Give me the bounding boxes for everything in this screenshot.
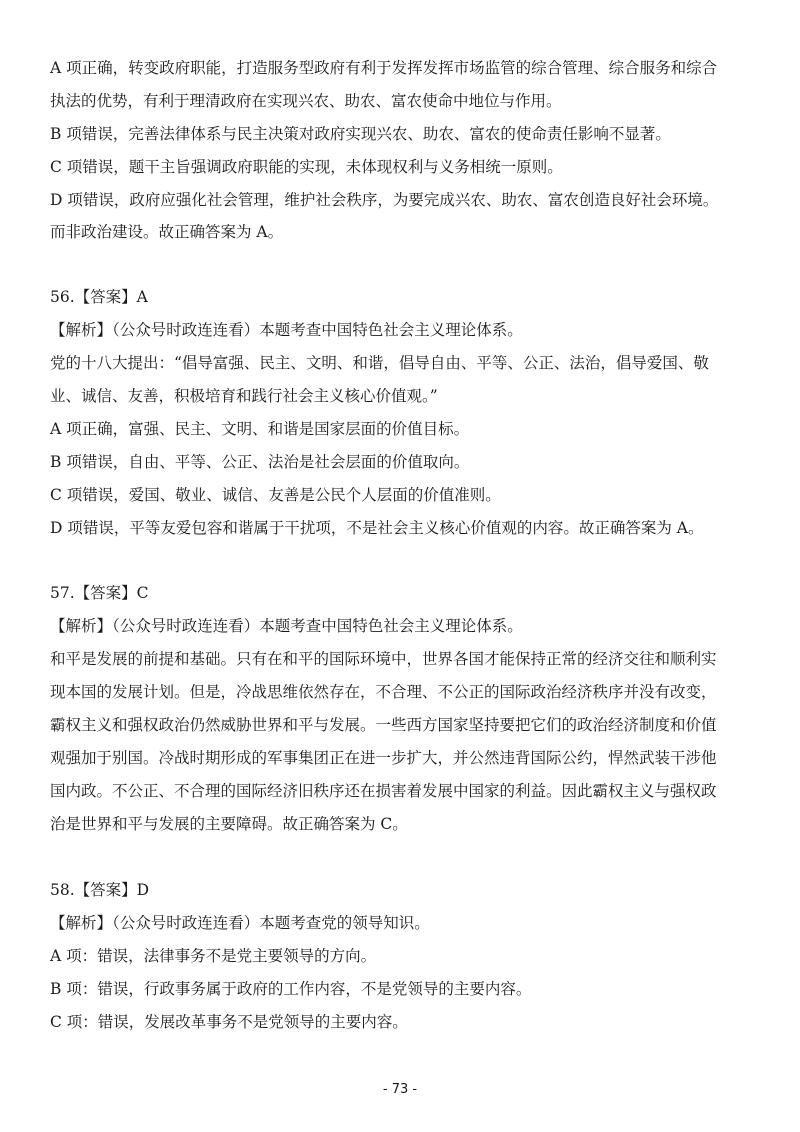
text-line: C 项错误，爱国、敬业、诚信、友善是公民个人层面的价值准则。 [50,486,501,504]
text-line: 霸权主义和强权政治仍然威胁世界和平与发展。一些西方国家坚持要把它们的政治经济制度和价值 [50,716,717,734]
text-line: 治是世界和平与发展的主要障碍。故正确答案为 C。 [50,815,408,833]
text-line: C 项错误，题干主旨强调政府职能的实现，未体现权利与义务相统一原则。 [50,158,563,176]
text-line: A 项正确，转变政府职能，打造服务型政府有利于发挥发挥市场监管的综合管理、综合服务和综合 [50,59,718,77]
answer-heading: 57.【答案】C [50,584,149,602]
text-line: A 项：错误，法律事务不是党主要领导的方向。 [50,947,377,965]
text-line: C 项：错误，发展改革事务不是党领导的主要内容。 [50,1013,408,1031]
text-line: 现本国的发展计划。但是，冷战思维依然存在，不合理、不公正的国际政治经济秩序并没有改变， [50,683,717,701]
text-line: B 项错误，自由、平等、公正、法治是社会层面的价值取向。 [50,453,470,471]
text-line: 国内政。不公正、不合理的国际经济旧秩序还在损害着发展中国家的利益。因此霸权主义与强权政 [50,782,717,800]
text-line: 观强加于别国。冷战时期形成的军事集团正在进一步扩大，并公然违背国际公约，悍然武装干涉他 [50,749,717,767]
text-line: 党的十八大提出：“倡导富强、民主、文明、和谐，倡导自由、平等、公正、法治，倡导爱国、敬 [50,354,709,372]
text-line: B 项错误，完善法律体系与民主决策对政府实现兴农、助农、富农的使命责任影响不显著。 [50,125,671,143]
analysis-heading: 【解析】（公众号时政连连看）本题考查中国特色社会主义理论体系。 [50,617,523,635]
answer-heading: 56.【答案】A [50,288,148,306]
text-line: 和平是发展的前提和基础。只有在和平的国际环境中，世界各国才能保持正常的经济交往和顺利实 [50,650,717,668]
text-line: 而非政治建设。故正确答案为 A。 [50,223,284,241]
text-line: B 项：错误，行政事务属于政府的工作内容，不是党领导的主要内容。 [50,980,532,998]
text-line: D 项错误，平等友爱包容和谐属于干扰项，不是社会主义核心价值观的内容。故正确答案为 A。 [50,519,704,537]
text-line: D 项错误，政府应强化社会管理，维护社会秩序，为要完成兴农、助农、富农创造良好社会环境。 [50,191,719,209]
analysis-heading: 【解析】（公众号时政连连看）本题考查党的领导知识。 [50,914,430,932]
text-line: A 项正确，富强、民主、文明、和谐是国家层面的价值目标。 [50,420,470,438]
analysis-heading: 【解析】（公众号时政连连看）本题考查中国特色社会主义理论体系。 [50,321,523,339]
answer-heading: 58.【答案】D [50,881,150,899]
page-number: - 73 - [382,1082,418,1097]
text-line: 业、诚信、友善，积极培育和践行社会主义核心价值观。” [50,387,438,405]
text-line: 执法的优势，有利于理清政府在实现兴农、助农、富农使命中地位与作用。 [50,92,562,110]
